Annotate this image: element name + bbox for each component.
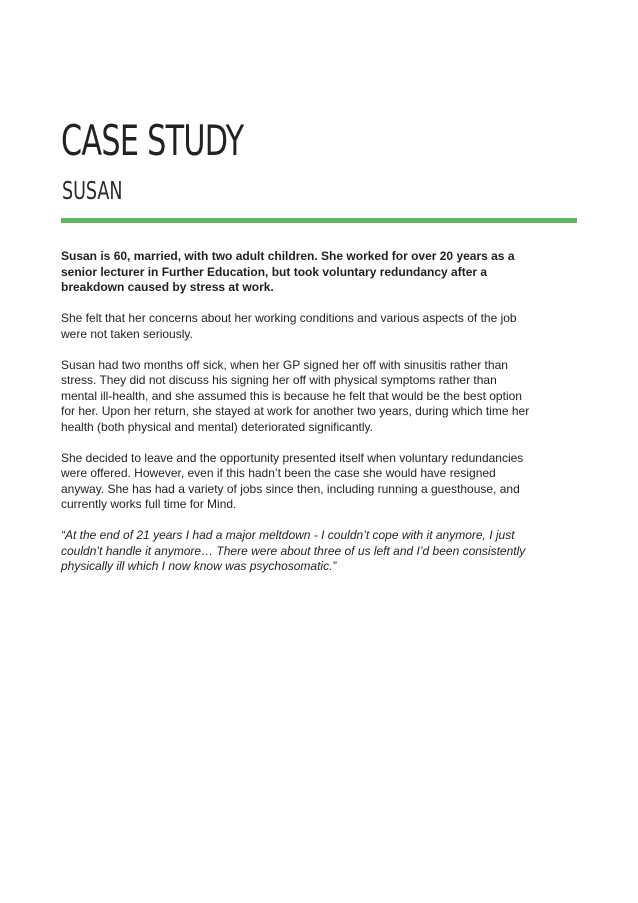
paragraph-concerns: She felt that her concerns about her working conditions and various aspects of the job were not taken seriously. (61, 311, 517, 341)
accent-divider (61, 218, 577, 223)
paragraph-sick-leave: Susan had two months off sick, when her GP signed her off with sinusitis rather than stress. They did not discuss his signing her off with physical symptoms rather than mental ill-health, and she assumed this is because he felt that would be the best option for her. Upon her return, she stayed at work for another two years, during which time her health (both physical and mental) deteriorated significantly. (61, 357, 530, 434)
intro-paragraph: Susan is 60, married, with two adult children. She worked for over 20 years as a senior lecturer in Further Education, but took voluntary redundancy after a breakdown caused by stress at work. (61, 249, 515, 294)
quote-paragraph: “At the end of 21 years I had a major meltdown - I couldn’t cope with it anymore, I just couldn’t handle it anymore… There were about three of us left and I’d been consistently physically ill which I now know was psychosomatic.” (61, 528, 526, 573)
case-study-body (61, 249, 531, 590)
paragraph-redundancy: She decided to leave and the opportunity presented itself when voluntary redundancies were offered. However, even if this hadn’t been the case she would have resigned anyway. She has had a variety of jobs since then, including running a guesthouse, and currently works full time for Mind. (61, 450, 524, 511)
page-title: CASE STUDY (61, 116, 244, 165)
page-subtitle: SUSAN (62, 176, 123, 205)
